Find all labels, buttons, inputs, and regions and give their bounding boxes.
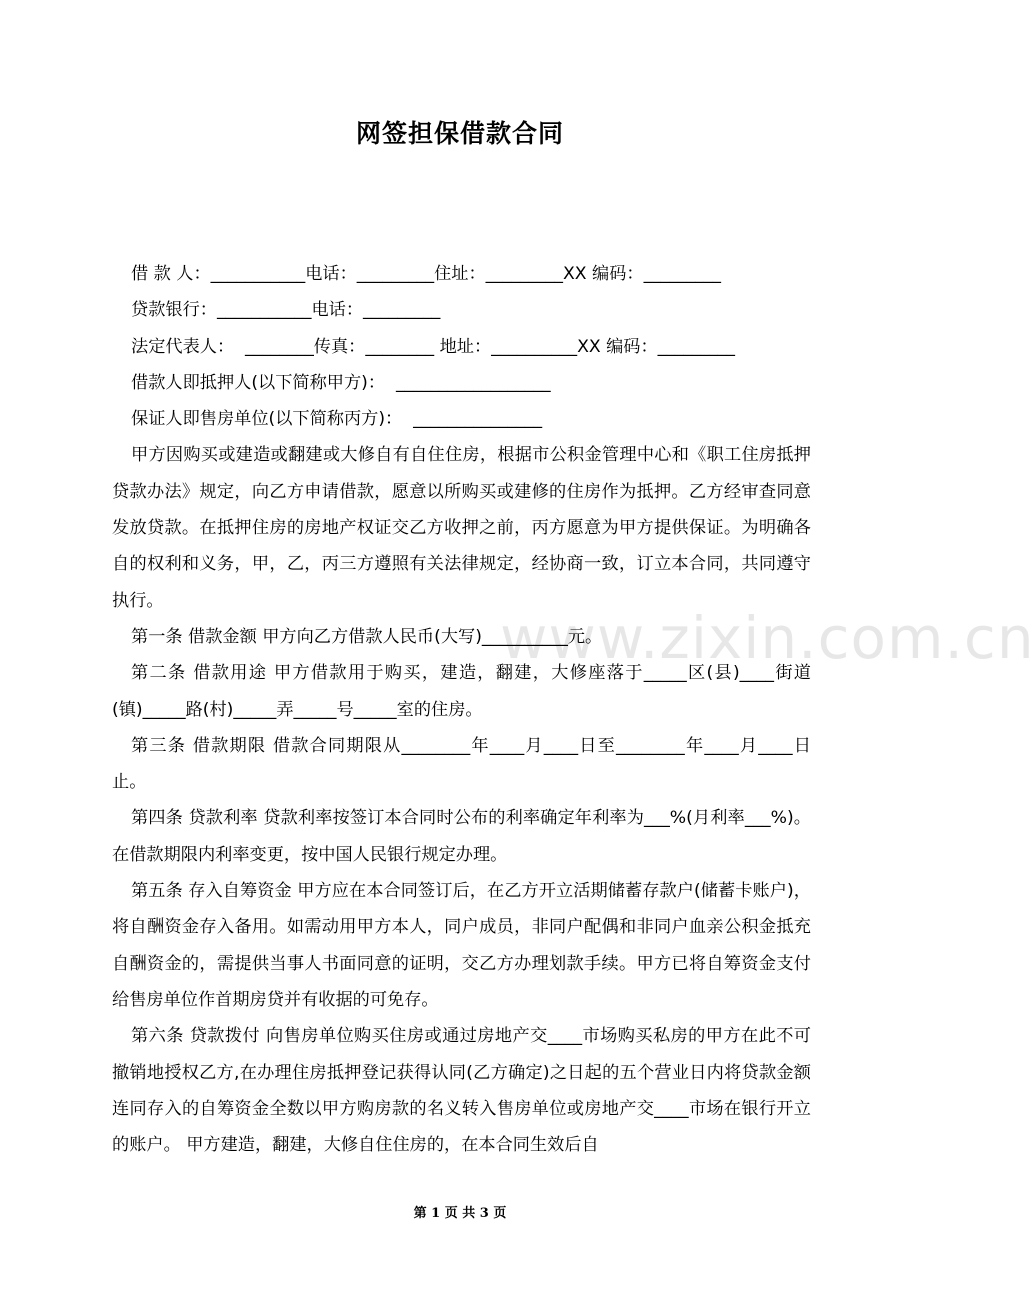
document-title: 网签担保借款合同: [355, 119, 564, 148]
legal-representative-line: 法定代表人： ________传真：________ 地址：__________XX 编码：_________: [131, 336, 735, 357]
preamble-paragraph: 甲方因购买或建造或翻建或大修自有自住住房，根据市公积金管理中心和《职工住房抵押贷款办法》规定，向乙方申请借款，愿意以所购买或建修的住房作为抵押。乙方经审查同意发放贷款。在抵押住房的房地产权证交乙方收押之前，丙方愿意为甲方提供保证。为明确各自的权利和义务，甲，乙，丙三方遵照有关法律规定，经协商一致，订立本合同，共同遵守执行。: [112, 445, 811, 611]
document-body: [112, 256, 811, 1163]
article-6-loan-disbursement: 第六条 贷款拨付 向售房单位购买住房或通过房地产交____市场购买私房的甲方在此不可撤销地授权乙方,在办理住房抵押登记获得认同(乙方确定)之日起的五个营业日内将贷款金额连同存入的自筹资金全数以甲方购房款的名义转入售房单位或房地产交____市场在银行开立的账户。 甲方建造，翻建，大修自住住房的，在本合同生效后自: [112, 1026, 811, 1156]
lender-bank-line: 贷款银行：___________电话：_________: [131, 300, 441, 321]
article-1-loan-amount: 第一条 借款金额 甲方向乙方借款人民币(大写)__________元。: [131, 626, 603, 647]
guarantor-line: 保证人即售房单位(以下简称丙方)： _______________: [131, 409, 543, 430]
page-footer: 第 1 页 共 3 页: [413, 1206, 507, 1221]
article-2-loan-purpose: 第二条 借款用途 甲方借款用于购买，建造，翻建，大修座落于_____区(县)____街道(镇)_____路(村)_____弄_____号_____室的住房。: [112, 663, 811, 720]
article-5-self-raised-funds: 第五条 存入自筹资金 甲方应在本合同签订后，在乙方开立活期储蓄存款户(储蓄卡账户)，将自酬资金存入备用。如需动用甲方本人，同户成员，非同户配偶和非同户血亲公积金抵充自酬资金的，需提供当事人书面同意的证明，交乙方办理划款手续。甲方已将自筹资金支付给售房单位作首期房贷并有收据的可免存。: [112, 881, 811, 1010]
watermark: www.zixin.com.cn: [500, 604, 1035, 672]
borrower-line: 借 款 人：___________电话：_________住址：_________XX 编码：_________: [131, 264, 721, 284]
article-3-loan-term: 第三条 借款期限 借款合同期限从________年____月____日至________年____月____日止。: [112, 735, 811, 793]
mortgagor-line: 借款人即抵押人(以下简称甲方)： __________________: [131, 372, 551, 393]
article-4-interest-rate: 第四条 贷款利率 贷款利率按签订本合同时公布的利率确定年利率为___%(月利率___%)。在借款期限内利率变更，按中国人民银行规定办理。: [112, 808, 811, 865]
